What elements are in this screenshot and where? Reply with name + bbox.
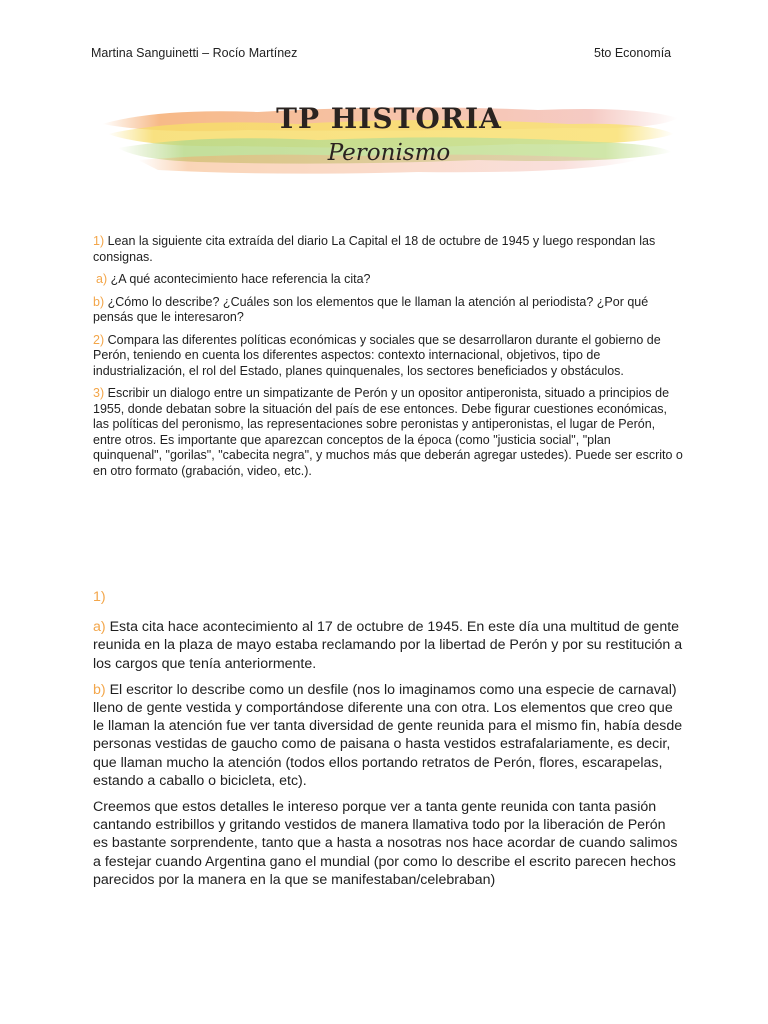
question-number: b) (93, 294, 105, 309)
answer-heading (93, 588, 683, 606)
question-3 (93, 386, 683, 479)
banner-title: TP HISTORIA (276, 102, 502, 135)
banner-subtitle: Peronismo (327, 140, 451, 166)
answer-a (93, 618, 683, 673)
question-text: Compara las diferentes políticas económicas y sociales que se desarrollaron durante el gobierno de Perón, teniendo en cuenta los diferentes aspectos: contexto internacional, objetivos, tipo de industrialización, el rol del Estado, planes quinquenales, los sectores beneficiados y obstáculos. (93, 332, 661, 378)
answer-text: El escritor lo describe como un desfile (nos lo imaginamos como una especie de carnaval) lleno de gente vestida y comportándose diferente una con otra. Los elementos que creo que le llaman la atención fue ver tanta diversidad de gente reunida para el mismo fin, había desde personas vestidas de gaucho como de paisana o hasta vestidos estrafalariamente, es decir, que llaman mucho la atención (todos ellos portando retratos de Perón, flores, escarapelas, estando a caballo o bicicleta, etc). (93, 681, 683, 789)
question-number: 1) (93, 234, 105, 248)
question-number: a) (96, 272, 108, 286)
question-number: 2) (93, 332, 105, 347)
question-1a (93, 272, 683, 288)
question-text: Escribir un dialogo entre un simpatizante de Perón y un opositor antiperonista, situado a principios de 1955, donde debatan sobre la situación del país de ese entonces. Debe figurar cuestiones económicas, las políticas del peronismo, las representaciones sobre peronistas y antiperonistas, el lugar de Perón, entre otros. Es importante que aparezcan conceptos de la época (como "justicia social", "plan quinquenal", "gorilas", "cabecita negra", y muchos más que deberán agregar ustedes). Puede ser escrito o en otro formato (grabación, video, etc.). (93, 386, 683, 478)
question-1b (93, 295, 683, 326)
course-label: 5to Economía (594, 46, 672, 60)
question-text: ¿Cómo lo describe? ¿Cuáles son los elementos que le llaman la atención al periodista? ¿Por qué pensás que le interesaron? (93, 294, 649, 324)
question-text: ¿A qué acontecimiento hace referencia la cita? (110, 272, 371, 286)
questions-section (93, 234, 683, 486)
title-banner (98, 94, 680, 186)
answer-letter: a) (93, 619, 106, 636)
answer-closing: Creemos que estos detalles le intereso porque ver a tanta gente reunida con tanta pasión cantando estribillos y gritando vestidos de manera llamativa todo por la liberación de Perón es bastante sorprendente, tanto que a hasta a nosotras nos hace acordar de cuando salimos a festejar cuando Argentina gano el mundial (por como lo describe el escrito parecen hechos parecidos por la manera en la que se manifestaban/celebraban) (93, 799, 678, 888)
answer-letter: b) (93, 681, 106, 698)
question-2 (93, 333, 683, 380)
answer-b (93, 681, 683, 790)
answer-text: Esta cita hace acontecimiento al 17 de octubre de 1945. En este día una multitud de gente reunida en la plaza de mayo estaba reclamando por la libertad de Perón y por su restitución a los cargos que tenía anteriormente. (93, 619, 683, 672)
question-1 (93, 234, 683, 265)
answer-number: 1) (93, 589, 106, 605)
question-number: 3) (93, 386, 105, 400)
answers-section (93, 588, 683, 897)
authors: Martina Sanguinetti – Rocío Martínez (91, 46, 298, 60)
question-text: Lean la siguiente cita extraída del diario La Capital el 18 de octubre de 1945 y luego respondan las consignas. (93, 234, 656, 264)
